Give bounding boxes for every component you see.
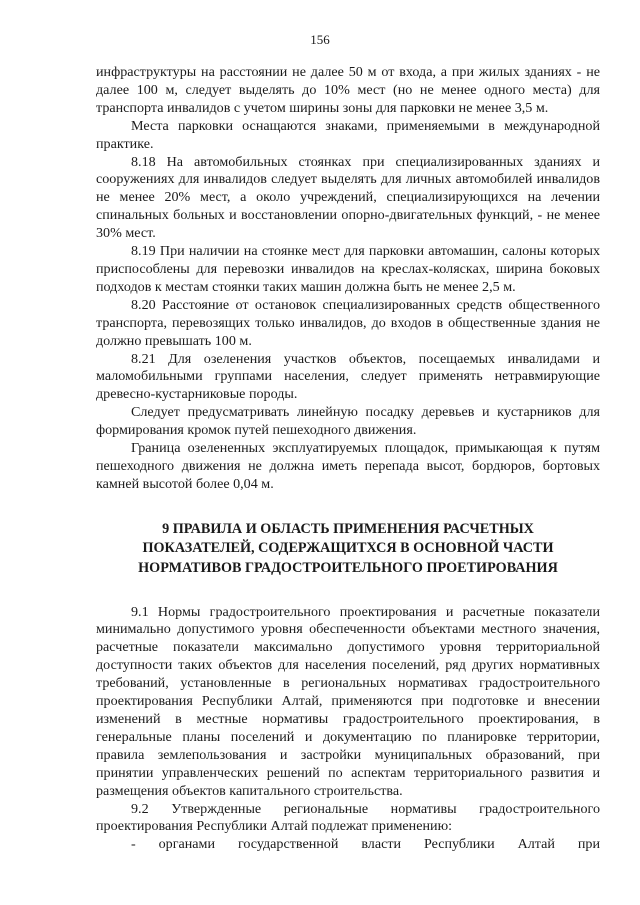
- paragraph: - органами государственной власти Республики Алтай при: [131, 836, 600, 853]
- paragraph: 8.18 На автомобильных стоянках при специализированных зданиях и сооружениях для инвалидов следует выделять для личных автомобилей инвалидов не менее 20% мест, а около учреждений, специализирующихся на лечении спинальных больных и восстановлении опорно-двигательных функций, - не менее 30% мест.: [96, 153, 600, 242]
- paragraph: инфраструктуры на расстоянии не далее 50 м от входа, а при жилых зданиях - не далее 100 м, следует выделять до 10% мест (но не менее одного места) для транспорта инвалидов с учетом ширины зоны для парковки не менее 3,5 м.: [96, 64, 600, 116]
- paragraph: 8.21 Для озеленения участков объектов, посещаемых инвалидами и маломобильными группами населения, следует применять нетравмирующие древесно-кустарниковые породы.: [96, 350, 600, 403]
- heading-line: ПОКАЗАТЕЛЕЙ, СОДЕРЖАЩИТХСЯ В ОСНОВНОЙ ЧАСТИ: [142, 540, 554, 557]
- paragraph: 9.2 Утвержденные региональные нормативы градостроительного проектирования Республики Алтай подлежат применению:: [96, 800, 600, 835]
- heading-line: 9 ПРАВИЛА И ОБЛАСТЬ ПРИМЕНЕНИЯ РАСЧЕТНЫХ: [162, 520, 534, 537]
- paragraph: 8.19 При наличии на стоянке мест для парковки автомашин, салоны которых приспособлены для перевозки инвалидов на креслах-колясках, ширина боковых подходов к местам стоянки таких машин должна быть не менее 2,5 м.: [96, 243, 600, 295]
- section-heading: [96, 520, 600, 579]
- paragraph: 8.20 Расстояние от остановок специализированных средств общественного транспорта, перевозящих только инвалидов, до входов в общественные здания не должно превышать 100 м.: [96, 296, 600, 349]
- paragraph: 9.1 Нормы градостроительного проектирования и расчетные показатели минимально допустимого уровня обеспеченности объектами местного значения, расчетные показатели максимально допустимого уровня территориальной доступности таких объектов для населения поселений, ряд других нормативных требований, установленные в региональных нормативах градостроительного проектирования Республики Алтай, применяются при подготовке и внесении изменений в местные нормативы градостроительного проектирования, в генеральные планы поселений и документацию по планировке территории, правила землепользования и застройки муниципальных образований, при принятии управленческих решений по аспектам территориального развития и размещения объектов капитального строительства.: [96, 603, 600, 799]
- paragraph: Следует предусматривать линейную посадку деревьев и кустарников для формирования кромок путей пешеходного движения.: [96, 404, 600, 439]
- heading-line: НОРМАТИВОВ ГРАДОСТРОИТЕЛЬНОГО ПРОЕТИРОВАНИЯ: [138, 559, 558, 576]
- page-number: 156: [310, 32, 330, 47]
- body-text: [96, 64, 600, 854]
- paragraph: Граница озелененных эксплуатируемых площадок, примыкающая к путям пешеходного движения не должна иметь перепада высот, бордюров, бортовых камней высотой более 0,04 м.: [96, 440, 600, 492]
- paragraph: Места парковки оснащаются знаками, применяемыми в международной практике.: [96, 117, 600, 152]
